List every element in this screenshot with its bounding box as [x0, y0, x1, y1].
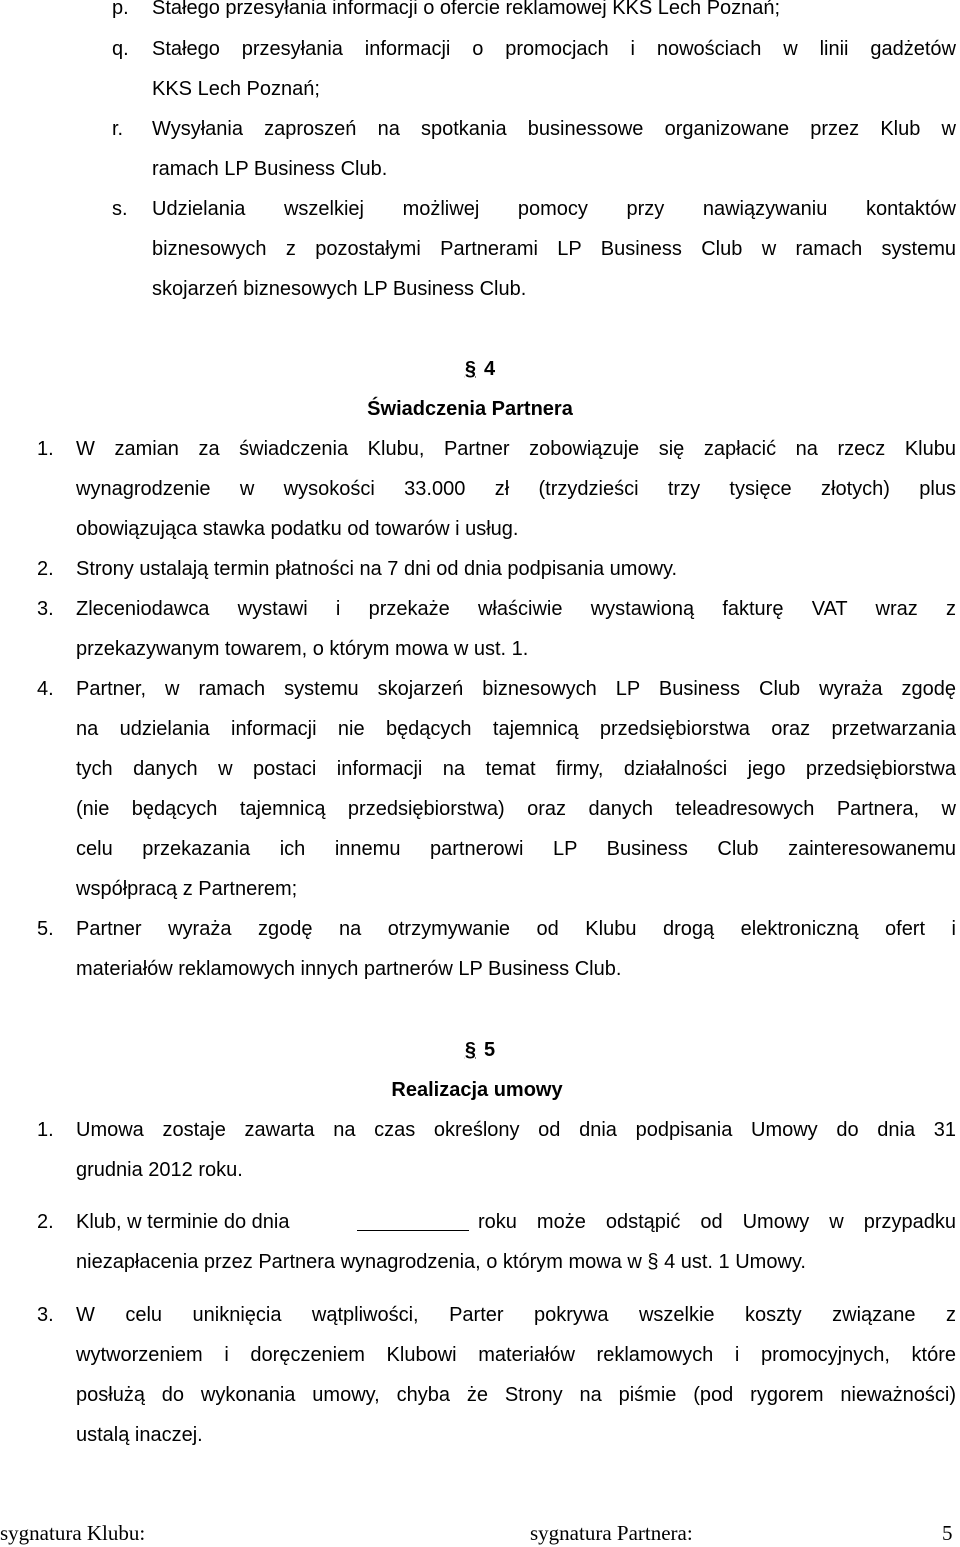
- item-number: 5.: [37, 918, 54, 940]
- section-sign: §: [464, 1039, 476, 1061]
- item-text: roku może odstąpić od Umowy w przypadku: [478, 1211, 956, 1233]
- section-sign: §: [464, 358, 476, 380]
- list-item-text: ramach LP Business Club.: [152, 158, 388, 180]
- item-text: W celu uniknięcia wątpliwości, Parter pokrywa wszelkie koszty związane z: [76, 1304, 956, 1326]
- item-text: Strony ustalają termin płatności na 7 dni od dnia podpisania umowy.: [76, 558, 678, 580]
- item-number: 3.: [37, 598, 54, 620]
- item-text: Zleceniodawca wystawi i przekaże właściwie wystawioną fakturę VAT wraz z: [76, 598, 956, 620]
- list-item-letter: s.: [112, 198, 128, 220]
- list-item-text: KKS Lech Poznań;: [152, 78, 320, 100]
- item-text: na udzielania informacji nie będących tajemnicą przedsiębiorstwa oraz przetwarzania: [76, 718, 956, 740]
- section-number: 5: [484, 1039, 496, 1061]
- item-text: współpracą z Partnerem;: [76, 878, 298, 900]
- section-4-title: Świadczenia Partnera: [367, 398, 573, 420]
- item-text: przekazywanym towarem, o którym mowa w ust. 1.: [76, 638, 529, 660]
- item-number: 1.: [37, 1119, 54, 1141]
- club-signature-label: sygnatura Klubu:: [0, 1521, 146, 1545]
- item-number: 1.: [37, 438, 54, 460]
- item-text: wytworzeniem i doręczeniem Klubowi materiałów reklamowych i promocyjnych, które: [76, 1344, 956, 1366]
- item-text: grudnia 2012 roku.: [76, 1159, 243, 1181]
- item-text: Partner wyraża zgodę na otrzymywanie od Klubu drogą elektroniczną ofert i: [76, 918, 956, 940]
- list-item-letter: p.: [112, 0, 129, 19]
- list-item-text: skojarzeń biznesowych LP Business Club.: [152, 278, 527, 300]
- item-text: celu przekazania ich innemu partnerowi LP Business Club zainteresowanemu: [76, 838, 956, 860]
- section-5-title: Realizacja umowy: [391, 1079, 563, 1101]
- list-item-text: Wysyłania zaproszeń na spotkania businessowe organizowane przez Klub w: [152, 118, 956, 140]
- section-number: 4: [484, 358, 496, 380]
- list-item-text: Udzielania wszelkiej możliwej pomocy przy nawiązywaniu kontaktów: [152, 198, 956, 220]
- section-5-number: [0, 1038, 960, 1062]
- item-number: 4.: [37, 678, 54, 700]
- item-text: ustalą inaczej.: [76, 1424, 203, 1446]
- item-number: 3.: [37, 1304, 54, 1326]
- section-4-number: [0, 357, 960, 381]
- date-blank-field: [357, 1208, 469, 1231]
- list-item-text: Stałego przesyłania informacji o promocjach i nowościach w linii gadżetów: [152, 38, 956, 60]
- item-number: 2.: [37, 1211, 54, 1233]
- item-number: 2.: [37, 558, 54, 580]
- item-text: niezapłacenia przez Partnera wynagrodzenia, o którym mowa w § 4 ust. 1 Umowy.: [76, 1251, 806, 1273]
- list-item-letter: r.: [112, 118, 124, 140]
- item-text: obowiązująca stawka podatku od towarów i usług.: [76, 518, 519, 540]
- item-text: materiałów reklamowych innych partnerów LP Business Club.: [76, 958, 622, 980]
- item-text: tych danych w postaci informacji na temat firmy, działalności jego przedsiębiorstwa: [76, 758, 956, 780]
- list-item-text: biznesowych z pozostałymi Partnerami LP Business Club w ramach systemu: [152, 238, 956, 260]
- item-text: W zamian za świadczenia Klubu, Partner zobowiązuje się zapłacić na rzecz Klubu: [76, 438, 956, 460]
- item-text: Partner, w ramach systemu skojarzeń biznesowych LP Business Club wyraża zgodę: [76, 678, 956, 700]
- item-text: (nie będących tajemnicą przedsiębiorstwa) oraz danych teleadresowych Partnera, w: [76, 798, 956, 820]
- list-item-text: Stałego przesyłania informacji o ofercie reklamowej KKS Lech Poznań;: [152, 0, 781, 19]
- page-number: 5: [942, 1521, 953, 1545]
- item-text: posłużą do wykonania umowy, chyba że Strony na piśmie (pod rygorem nieważności): [76, 1384, 956, 1406]
- item-text: Umowa zostaje zawarta na czas określony od dnia podpisania Umowy do dnia 31: [76, 1119, 956, 1141]
- item-text: wynagrodzenie w wysokości 33.000 zł (trzydzieści trzy tysięce złotych) plus: [76, 478, 956, 500]
- list-item-letter: q.: [112, 38, 129, 60]
- partner-signature-label: sygnatura Partnera:: [530, 1521, 693, 1545]
- item-text: Klub, w terminie do dnia: [76, 1211, 290, 1233]
